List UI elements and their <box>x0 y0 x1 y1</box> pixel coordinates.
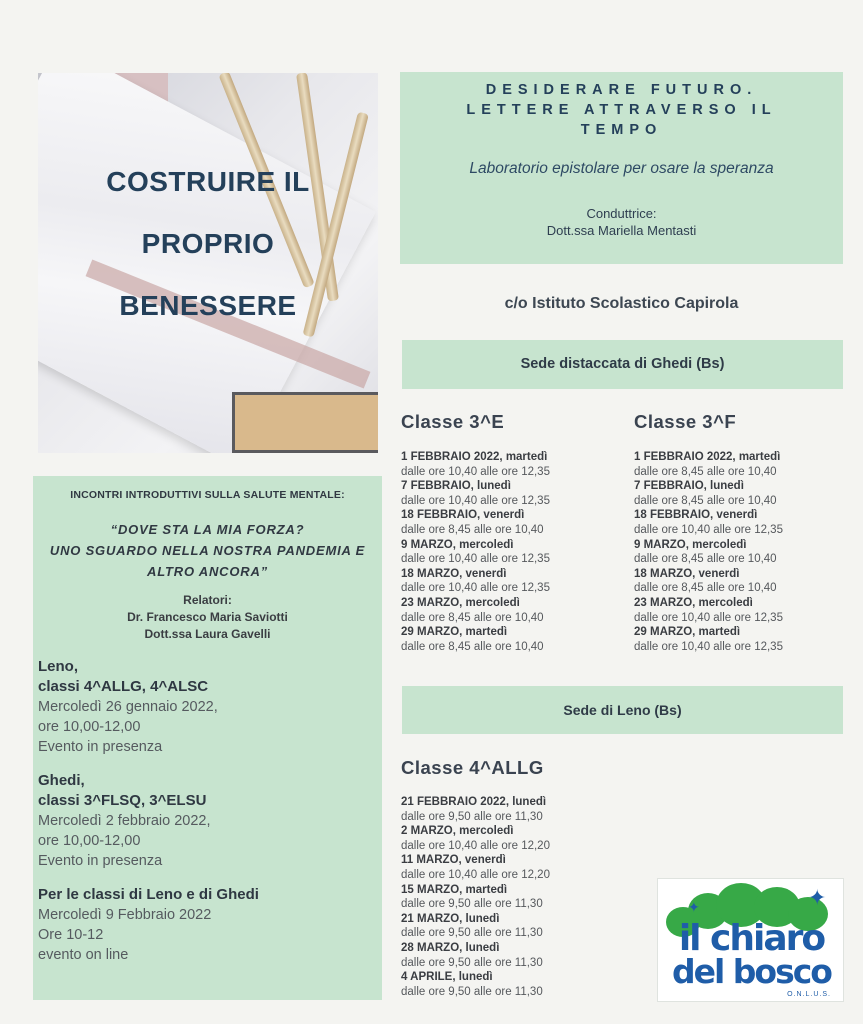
speaker-name: Dott.ssa Laura Gavelli <box>144 627 271 641</box>
event-item <box>38 771 382 871</box>
session-date: 1 FEBBRAIO 2022, martedì <box>634 451 781 463</box>
session-time: dalle ore 10,40 alle ore 12,35 <box>401 553 550 566</box>
session-date: 15 MARZO, martedì <box>401 883 508 896</box>
event-detail: ore 10,00-12,00 <box>38 719 141 735</box>
session-time: dalle ore 8,45 alle ore 10,40 <box>634 582 777 595</box>
session-time: dalle ore 8,45 alle ore 10,40 <box>401 640 544 653</box>
event-detail: Mercoledì 2 febbraio 2022, <box>38 813 211 829</box>
wood-block <box>232 392 378 453</box>
course-title-line: DESIDERARE FUTURO. <box>485 82 758 98</box>
session-time: dalle ore 10,40 alle ore 12,35 <box>634 523 783 536</box>
session-date: 4 APRILE, lunedì <box>401 971 493 984</box>
quote-line: ALTRO ANCORA” <box>147 564 268 579</box>
hero-title-line: BENESSERE <box>119 290 297 321</box>
session-time: dalle ore 9,50 alle ore 11,30 <box>401 810 543 823</box>
session-date: 29 MARZO, martedì <box>401 626 508 639</box>
logo-onlus: O.N.L.U.S. <box>787 991 831 998</box>
course-title-line: TEMPO <box>580 122 663 138</box>
session-time: dalle ore 8,45 alle ore 10,40 <box>634 494 777 507</box>
hero-image <box>38 73 378 453</box>
event-detail: Mercoledì 9 Febbraio 2022 <box>38 907 212 923</box>
intro-heading: INCONTRI INTRODUTTIVI SULLA SALUTE MENTALE: <box>70 489 345 501</box>
class-3e-schedule <box>401 450 621 654</box>
session-date: 18 MARZO, venerdì <box>634 567 740 580</box>
session-date: 18 FEBBRAIO, venerdì <box>634 509 758 522</box>
session-date: 18 FEBBRAIO, venerdì <box>401 509 525 522</box>
session-date: 29 MARZO, martedì <box>634 626 741 639</box>
session-time: dalle ore 9,50 alle ore 11,30 <box>401 985 543 998</box>
event-detail: ore 10,00-12,00 <box>38 833 141 849</box>
event-heading: Leno, <box>38 658 78 675</box>
hero-title-line: COSTRUIRE IL <box>106 166 310 197</box>
conductor-name: Dott.ssa Mariella Mentasti <box>546 223 697 238</box>
session-date: 2 MARZO, mercoledì <box>401 825 514 838</box>
session-time: dalle ore 10,40 alle ore 12,35 <box>401 494 550 507</box>
intro-box <box>33 476 382 1000</box>
quote-line: “DOVE STA LA MIA FORZA? <box>110 522 305 537</box>
event-heading: Per le classi di Leno e di Ghedi <box>38 886 259 903</box>
session-date: 23 MARZO, mercoledì <box>634 596 753 609</box>
hero-title-line: PROPRIO <box>141 228 275 259</box>
session-date: 11 MARZO, venerdì <box>401 854 506 867</box>
class-3f-schedule <box>634 450 844 654</box>
event-item <box>38 657 382 757</box>
session-time: dalle ore 10,40 alle ore 12,35 <box>401 465 550 478</box>
event-list <box>33 657 382 965</box>
bird-icon: ✦ <box>688 899 700 915</box>
session-time: dalle ore 8,45 alle ore 10,40 <box>401 523 544 536</box>
quote-line: UNO SGUARDO NELLA NOSTRA PANDEMIA E <box>49 543 366 558</box>
session-date: 1 FEBBRAIO 2022, martedì <box>401 451 548 463</box>
event-detail: Evento in presenza <box>38 739 163 755</box>
event-detail: Mercoledì 26 gennaio 2022, <box>38 699 218 715</box>
event-heading: classi 4^ALLG, 4^ALSC <box>38 678 209 695</box>
conductor-label: Conduttrice: <box>586 206 657 221</box>
session-date: 9 MARZO, mercoledì <box>634 538 747 551</box>
class-4allg-title: Classe 4^ALLG <box>401 757 544 778</box>
session-time: dalle ore 9,50 alle ore 11,30 <box>401 956 543 969</box>
class-3e-title: Classe 3^E <box>401 411 505 432</box>
session-time: dalle ore 10,40 alle ore 12,20 <box>401 839 550 852</box>
hero-title <box>38 151 378 337</box>
session-time: dalle ore 8,45 alle ore 10,40 <box>401 611 544 624</box>
course-title <box>400 80 843 140</box>
il-chiaro-del-bosco-logo <box>657 878 844 1002</box>
session-date: 7 FEBBRAIO, lunedì <box>634 480 744 493</box>
intro-quote <box>33 519 382 582</box>
session-date: 28 MARZO, lunedì <box>401 941 500 954</box>
session-date: 23 MARZO, mercoledì <box>401 596 520 609</box>
speakers <box>33 592 382 643</box>
session-date: 9 MARZO, mercoledì <box>401 538 514 551</box>
leno-band: Sede di Leno (Bs) <box>402 686 843 734</box>
event-detail: Ore 10-12 <box>38 927 104 943</box>
course-box <box>400 72 843 264</box>
school-name: c/o Istituto Scolastico Capirola <box>504 295 739 312</box>
session-time: dalle ore 10,40 alle ore 12,20 <box>401 868 550 881</box>
course-title-line: LETTERE ATTRAVERSO IL <box>466 102 777 118</box>
session-time: dalle ore 8,45 alle ore 10,40 <box>634 465 777 478</box>
class-3f-title: Classe 3^F <box>634 411 737 432</box>
event-detail: evento on line <box>38 947 129 963</box>
session-date: 7 FEBBRAIO, lunedì <box>401 480 511 493</box>
speaker-name: Dr. Francesco Maria Saviotti <box>127 610 288 624</box>
session-date: 21 FEBBRAIO 2022, lunedì <box>401 796 547 808</box>
ghedi-band: Sede distaccata di Ghedi (Bs) <box>402 340 843 389</box>
session-time: dalle ore 9,50 alle ore 11,30 <box>401 927 543 940</box>
session-time: dalle ore 10,40 alle ore 12,35 <box>401 582 550 595</box>
logo-word-chiaro: il chiaro <box>678 918 825 959</box>
course-subtitle: Laboratorio epistolare per osare la speranza <box>469 160 774 177</box>
session-time: dalle ore 10,40 alle ore 12,35 <box>634 640 783 653</box>
speakers-label: Relatori: <box>183 593 232 607</box>
logo-word-bosco: del bosco <box>672 952 831 991</box>
session-time: dalle ore 8,45 alle ore 10,40 <box>634 553 777 566</box>
event-heading: classi 3^FLSQ, 3^ELSU <box>38 792 207 809</box>
event-detail: Evento in presenza <box>38 853 163 869</box>
session-time: dalle ore 10,40 alle ore 12,35 <box>634 611 783 624</box>
event-heading: Ghedi, <box>38 772 85 789</box>
class-4allg-schedule <box>401 795 641 999</box>
session-date: 21 MARZO, lunedì <box>401 912 500 925</box>
session-time: dalle ore 9,50 alle ore 11,30 <box>401 898 543 911</box>
bird-icon: ✦ <box>808 885 827 910</box>
event-item <box>38 885 382 965</box>
session-date: 18 MARZO, venerdì <box>401 567 507 580</box>
